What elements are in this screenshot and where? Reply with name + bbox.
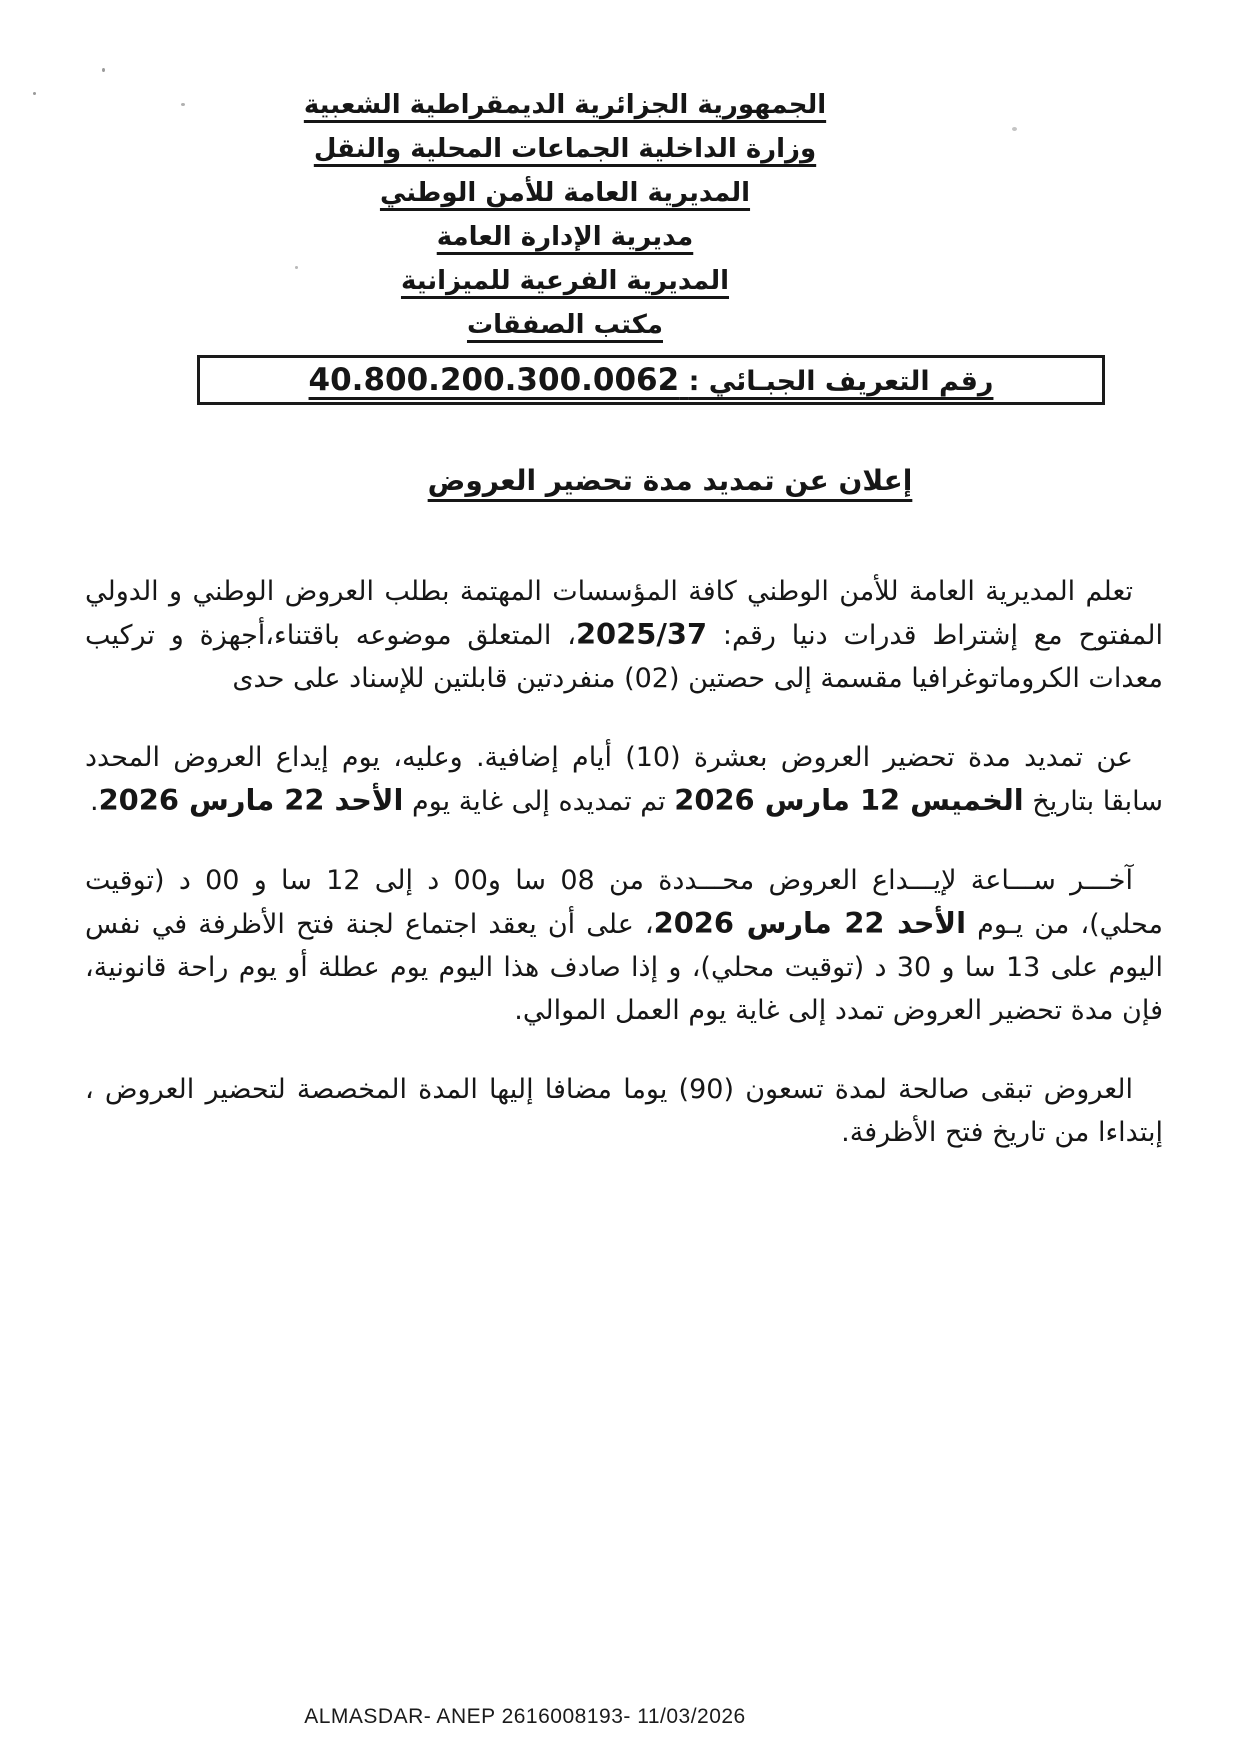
bold-text-segment: الأحد 22 مارس 2026: [653, 906, 966, 940]
tax-id-value: 40.800.200.300.0062: [308, 362, 680, 398]
header-line-text: وزارة الداخلية الجماعات المحلية والنقل: [313, 134, 817, 164]
tax-id-box: [197, 355, 1105, 405]
bold-text-segment: الأحد 22 مارس 2026: [98, 783, 404, 817]
header-line-general-directorate: [0, 171, 1130, 215]
header-line-text: الجمهورية الجزائرية الديمقراطية الشعبية: [303, 90, 827, 120]
text-segment: آخـــر ســـاعة لإيـــداع العروض محـــددة من 08 سا و00 د إلى 12 سا و 00 د (توقيت محلي)، من يـوم: [85, 865, 1163, 940]
header-line-contracts-office: [0, 303, 1130, 347]
announcement-title-text: إعلان عن تمديد مدة تحضير العروض: [427, 464, 913, 497]
tax-id-content: [309, 362, 994, 398]
header-line-text: المديرية العامة للأمن الوطني: [379, 178, 751, 208]
body-paragraph-deadline-hours: [85, 859, 1163, 1032]
scan-speck: [102, 68, 105, 72]
header-line-budget-subdirectorate: [0, 259, 1130, 303]
header-line-administration-directorate: [0, 215, 1130, 259]
footer-credit: ALMASDAR- ANEP 2616008193- 11/03/2026: [304, 1705, 746, 1728]
header-line-ministry: [0, 127, 1130, 171]
header-line-text: المديرية الفرعية للميزانية: [400, 266, 730, 296]
text-segment: العروض تبقى صالحة لمدة تسعون (90) يوما مضافا إليها المدة المخصصة لتحضير العروض ، إبتداءا من تاريخ فتح الأظرفة.: [85, 1074, 1163, 1148]
body-paragraph-validity: [85, 1068, 1163, 1154]
body-paragraph-extension: [85, 736, 1163, 823]
header-line-text: مديرية الإدارة العامة: [436, 222, 694, 252]
text-segment: تم تمديده إلى غاية يوم: [403, 786, 675, 817]
text-segment: تعلم المديرية العامة للأمن الوطني كافة المؤسسات المهتمة بطلب العروض الوطني و الدولي المفتوح مع إشتراط قدرات دنيا رقم:: [85, 576, 1163, 651]
tax-id-label: رقم التعريف الجبـائي :: [688, 366, 994, 397]
document-body: [85, 570, 1163, 1190]
body-paragraph-subject: [85, 570, 1163, 700]
bold-text-segment: 2025/37: [575, 617, 708, 651]
bold-text-segment: الخميس 12 مارس 2026: [674, 783, 1024, 817]
text-segment: .: [90, 786, 99, 817]
header-line-text: مكتب الصفقات: [466, 310, 663, 340]
text-segment: ، على أن يعقد اجتماع لجنة فتح الأظرفة في نفس اليوم على 13 سا و 30 د (توقيت محلي)، و إذا صادف هذا اليوم يوم عطلة أو يوم راحة قانونية، فإن مدة تحضير العروض تمدد إلى غاية يوم العمل الموالي.: [85, 909, 1164, 1026]
header-line-republic: [0, 83, 1130, 127]
announcement-title: [100, 464, 1240, 497]
text-segment: ، المتعلق موضوعه باقتناء،أجهزة و تركيب معدات الكروماتوغرافيا مقسمة إلى حصتين (02) منفردتين قابلتين للإسناد على حدى: [85, 620, 1163, 694]
text-segment: عن تمديد مدة تحضير العروض بعشرة (10) أيام إضافية. وعليه، يوم إيداع العروض المحدد سابقا بتاريخ: [85, 742, 1163, 817]
document-header: [0, 83, 1130, 347]
